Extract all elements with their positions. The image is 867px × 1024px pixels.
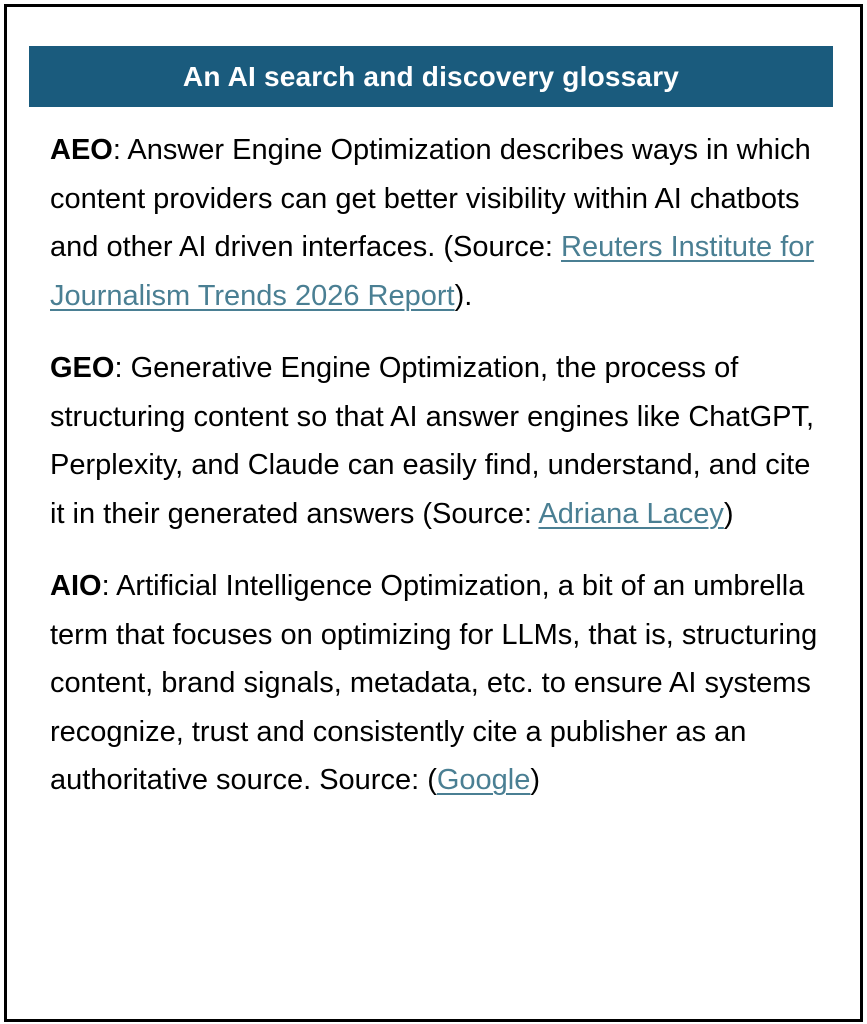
source-link-reuters[interactable]: Reuters Institute for Journalism Trends 2026 Report bbox=[50, 231, 815, 312]
term-aio: AIO bbox=[50, 570, 102, 602]
definition-geo: Generative Engine Optimization, the process of structuring content so that AI answer engines like ChatGPT, Perplexity, and Claude can easily find, understand, and cite it in their generated answers (Source: bbox=[50, 352, 815, 530]
glossary-content bbox=[50, 126, 825, 829]
glossary-entry-aeo bbox=[50, 126, 825, 320]
glossary-title: An AI search and discovery glossary bbox=[29, 46, 833, 107]
closing-text: ) bbox=[530, 764, 541, 796]
term-separator: : bbox=[114, 352, 123, 384]
definition-aio: Artificial Intelligence Optimization, a bit of an umbrella term that focuses on optimizing for LLMs, that is, structuring content, brand signals, metadata, etc. to ensure AI systems recognize, trust and consistently cite a publisher as an authoritative source. Source: ( bbox=[50, 570, 818, 796]
term-separator: : bbox=[101, 570, 110, 602]
term-separator: : bbox=[112, 134, 121, 166]
closing-text: ). bbox=[454, 279, 473, 312]
term-geo: GEO bbox=[50, 352, 115, 384]
source-link-adriana-lacey[interactable]: Adriana Lacey bbox=[538, 497, 724, 530]
definition-aeo: Answer Engine Optimization describes ways in which content providers can get better visibility within AI chatbots and other AI driven interfaces. (Source: bbox=[50, 134, 811, 263]
glossary-entry-geo bbox=[50, 344, 825, 538]
glossary-entry-aio bbox=[50, 562, 825, 805]
term-aeo: AEO bbox=[50, 134, 113, 166]
closing-text: ) bbox=[723, 497, 734, 530]
source-link-google[interactable]: Google bbox=[436, 764, 531, 796]
